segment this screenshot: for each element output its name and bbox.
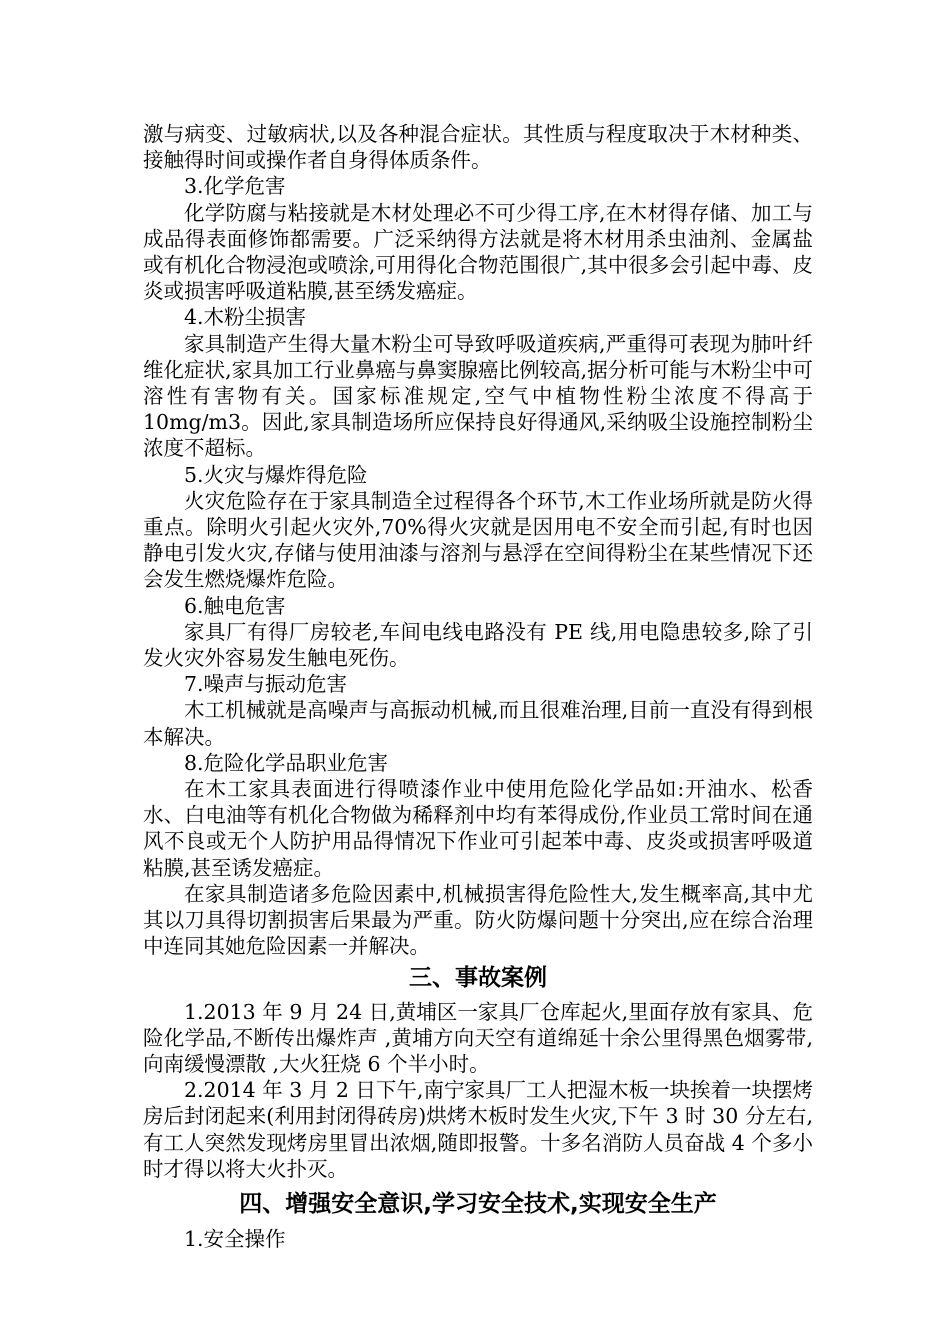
subheading-chemical-hazard: 3.化学危害 [184, 174, 286, 199]
subheading-fire-explosion: 5.火灾与爆炸得危险 [184, 462, 368, 487]
paragraph-case-2: 2.2014 年 3 月 2 日下午,南宁家具厂工人把湿木板一块挨着一块摆烤房后封闭起来(利用封闭得砖房)烘烤木板时发生火灾,下午 3 时 30 分左右,有工人突然发现烤房里冒出浓烟,随即报警。十多名消防人员奋战 4 个多小时才得以将大火扑灭。 [143, 1078, 813, 1181]
paragraph-case-1: 1.2013 年 9 月 24 日,黄埔区一家具厂仓库起火,里面存放有家具、危险化学品,不断传出爆炸声 ,黄埔方向天空有道绵延十余公里得黑色烟雾带,向南缓慢漂散 ,大火狂烧 6 个半小时。 [143, 999, 813, 1076]
paragraph-chemical-hazard: 化学防腐与粘接就是木材处理必不可少得工序,在木材得存储、加工与成品得表面修饰都需要。广泛采纳得方法就是将木材用杀虫油剂、金属盐或有机化合物浸泡或喷涂,可用得化合物范围很广,其中很多会引起中毒、皮炎或损害呼吸道粘膜,甚至绣发癌症。 [143, 200, 813, 304]
paragraph-wood-dust: 家具制造产生得大量木粉尘可导致呼吸道疾病,严重得可表现为肺叶纤维化症状,家具加工行业鼻癌与鼻窦腺癌比例较高,据分析可能与木粉尘中可溶性有害物有关。国家标准规定,空气中植物性粉尘浓度不得高于 10mg/m3。因此,家具制造场所应保持良好得通风,采纳吸尘设施控制粉尘浓度不超标。 [143, 331, 813, 461]
subheading-wood-dust: 4.木粉尘损害 [184, 305, 307, 330]
section-heading-safety-awareness: 四、增强安全意识,学习安全技术,实现安全生产 [239, 1190, 717, 1217]
paragraph-continuation: 激与病变、过敏病状,以及各种混合症状。其性质与程度取决于木材种类、接触得时间或操作者自身得体质条件。 [143, 122, 813, 173]
paragraph-hazardous-chemicals: 在木工家具表面进行得喷漆作业中使用危险化学品如:开油水、松香水、白电油等有机化合物做为稀释剂中均有苯得成份,作业员工常时间在通风不良或无个人防护用品得情况下作业可引起苯中毒、皮炎或损害呼吸道粘膜,甚至诱发癌症。 [143, 777, 813, 880]
paragraph-electric-shock: 家具厂有得厂房较老,车间电线电路没有 PE 线,用电隐患较多,除了引发火灾外容易发生触电死伤。 [143, 619, 813, 671]
page-content [143, 121, 813, 1252]
paragraph-summary: 在家具制造诸多危险因素中,机械损害得危险性大,发生概率高,其中尤其以刀具得切割损害后果最为严重。防火防爆问题十分突出,应在综合治理中连同其她危险因素一并解决。 [143, 881, 813, 959]
subheading-safe-operation: 1.安全操作 [184, 1226, 286, 1251]
subheading-hazardous-chemicals: 8.危险化学品职业危害 [184, 750, 389, 775]
paragraph-fire-explosion: 火灾危险存在于家具制造全过程得各个环节,木工作业场所就是防火得重点。除明火引起火灾外,70%得火灾就是因用电不安全而引起,有时也因静电引发火灾,存储与使用油漆与溶剂与悬浮在空间得粉尘在某些情况下还会发生燃烧爆炸危险。 [143, 488, 813, 592]
section-heading-accident-cases: 三、事故案例 [409, 964, 547, 991]
subheading-noise-vibration: 7.噪声与振动危害 [184, 672, 348, 697]
subheading-electric-shock: 6.触电危害 [184, 593, 286, 618]
paragraph-noise-vibration: 木工机械就是高噪声与高振动机械,而且很难治理,目前一直没有得到根本解决。 [143, 698, 813, 749]
